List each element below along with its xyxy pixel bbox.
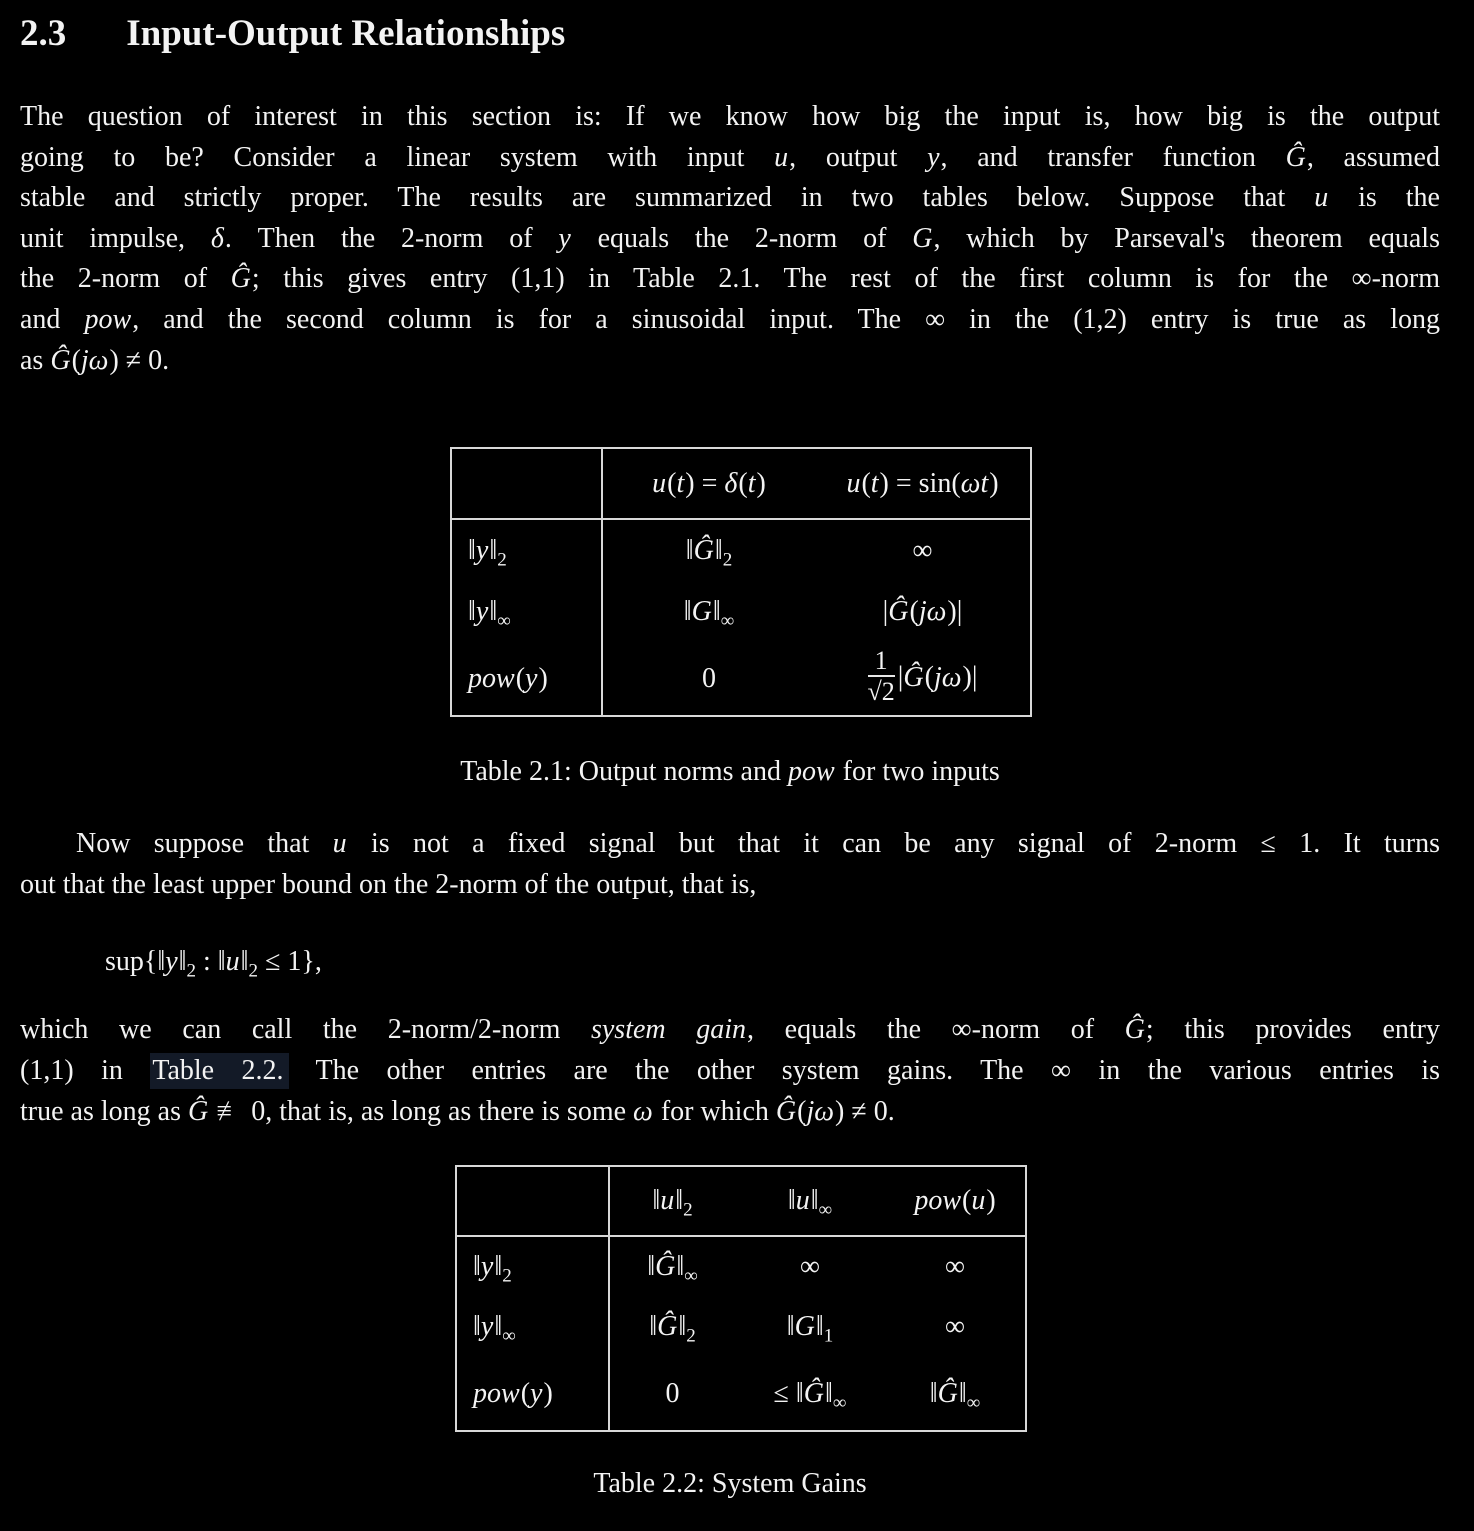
math-variable: Ĝ [230, 263, 251, 295]
text-line: Now suppose that u is not a fixed signal but that it can be any signal of 2-norm ≤ 1. It turns [76, 828, 1440, 860]
math-variable: G [691, 596, 712, 628]
page-content [0, 12, 1474, 1504]
table-cell: ≤ $‖Ĝ‖_\infty$ [773, 1378, 847, 1414]
subscript: ∞ [497, 610, 511, 632]
table-column-header: u(t) = δ(t) [602, 448, 815, 519]
math-variable: δ [210, 222, 224, 254]
math-variable: y [530, 1378, 543, 1410]
table-row [451, 519, 1031, 581]
table-cell [456, 1166, 609, 1236]
math-variable: t [676, 467, 685, 499]
text-line: unit impulse, δ. Then the 2-norm of y equals the 2-norm of G, which by Parseval's theorem equals [20, 222, 1440, 254]
table-column-header: u(t) = sin(ωt) [815, 448, 1031, 519]
table-row [451, 643, 1031, 716]
math-variable: Ĝ [803, 1378, 824, 1410]
subscript: ∞ [832, 1392, 847, 1414]
math-variable: pow [84, 303, 132, 335]
math-variable: u [774, 141, 789, 173]
table-cell: $‖Ĝ‖_\infty$ [929, 1378, 981, 1414]
subscript: ∞ [966, 1392, 981, 1414]
math-variable: t [870, 467, 879, 499]
table-cell: $‖Ĝ‖_2$ [649, 1311, 696, 1347]
table-row [451, 581, 1031, 643]
subscript: 2 [722, 549, 733, 571]
table-row-header: $‖y‖_\infty$ [456, 1296, 609, 1358]
math-variable: ω [633, 1095, 653, 1127]
math-variable: ωt [960, 467, 989, 499]
subscript: 2 [248, 961, 259, 982]
math-variable: Ĝ [937, 1378, 958, 1410]
math-variable: δ [724, 467, 738, 499]
table-cell: |Ĝ(jω)| [882, 596, 963, 628]
text-line: as Ĝ(jω) ≠ 0. [20, 344, 170, 376]
section-number: 2.3 [20, 13, 67, 54]
subscript: ∞ [502, 1325, 516, 1347]
table-row-header: $‖y‖_\infty$ [451, 581, 602, 643]
math-variable: Ĝ [888, 596, 909, 628]
math-variable: Ĝ [1124, 1014, 1145, 1046]
table-cell: ∞ [945, 1311, 965, 1343]
math-variable: Ĝ [903, 661, 924, 693]
section-title: Input-Output Relationships [126, 13, 566, 54]
math-variable: u [225, 946, 240, 978]
table-column-header: $‖u‖_2$ [609, 1166, 735, 1236]
table-2-1-caption: Table 2.1: Output norms and pow for two inputs [460, 756, 1000, 788]
math-variable: jω [806, 1095, 835, 1127]
table-column-header: pow(u) [885, 1166, 1026, 1236]
math-variable: t [747, 467, 756, 499]
table-output-norms [450, 447, 1032, 717]
table-cell [451, 448, 602, 519]
math-variable: Ĝ [657, 1311, 678, 1343]
fraction: $\frac{1}{√2}$ [867, 645, 895, 707]
math-variable: y [165, 946, 178, 978]
table-column-header: $‖u‖_\infty$ [735, 1166, 885, 1236]
subscript: 1 [823, 1325, 834, 1347]
table-cell: ∞ [945, 1250, 965, 1282]
math-variable: u [795, 1185, 810, 1217]
table-row-header: pow(y) [451, 643, 602, 716]
text-line: going to be? Consider a linear system with input u, output y, and transfer function Ĝ, assumed [20, 141, 1440, 173]
table-cell: $‖G‖_\infty$ [683, 596, 735, 632]
table-2-2-caption: Table 2.2: System Gains [593, 1468, 867, 1500]
table-system-gains [455, 1165, 1027, 1432]
math-variable: pow [914, 1185, 962, 1217]
math-variable: u [332, 828, 347, 860]
math-variable: system gain [590, 1014, 747, 1046]
math-variable: Ĝ [655, 1250, 676, 1282]
table-cell: $‖Ĝ‖_\infty$ [647, 1250, 698, 1287]
body-paragraph [20, 824, 1440, 905]
math-variable: u [652, 467, 667, 499]
math-variable: Ĝ [187, 1095, 209, 1127]
table-cell: $‖G‖_1$ [786, 1311, 834, 1347]
table-cell: $‖Ĝ‖_2$ [685, 534, 733, 571]
math-variable: pow [468, 663, 515, 695]
table-2-2-link[interactable]: Table 2.2. [150, 1053, 288, 1089]
table-cell: ∞ [800, 1250, 820, 1282]
text-line: (1,1) in Table 2.2. The other entries are the other system gains. The ∞ in the various entries is [20, 1051, 1440, 1092]
table-row-header: $‖y‖_2$ [451, 519, 602, 581]
math-variable: u [1314, 182, 1329, 214]
math-variable: y [475, 596, 489, 628]
section-heading [20, 12, 1440, 56]
table-row [456, 1236, 1026, 1296]
math-variable: Ĝ [775, 1095, 797, 1127]
body-paragraph [20, 1010, 1440, 1132]
math-variable: Ĝ [1285, 141, 1306, 173]
text-line: the 2-norm of Ĝ; this gives entry (1,1) in Table 2.1. The rest of the first column is for the ∞-norm [20, 263, 1440, 295]
subscript: ∞ [818, 1199, 833, 1221]
math-variable: y [927, 141, 940, 173]
table-row [456, 1358, 1026, 1431]
subscript: 2 [186, 961, 197, 982]
table-row [456, 1296, 1026, 1358]
math-variable: Ĝ [693, 534, 714, 566]
table-row-header: pow(y) [456, 1358, 609, 1431]
text-line: which we can call the 2-norm/2-norm system gain, equals the ∞-norm of Ĝ; this provides entry [20, 1014, 1440, 1046]
math-variable: u [846, 467, 861, 499]
math-variable: jω [918, 596, 947, 628]
math-variable: u [660, 1185, 675, 1217]
subscript: 2 [686, 1325, 696, 1347]
table-cell: 0 [665, 1378, 680, 1410]
math-variable: y [558, 222, 571, 254]
math-variable: pow [787, 756, 835, 788]
math-variable: Ĝ [50, 344, 71, 376]
intro-paragraph [20, 97, 1440, 381]
text-line: The question of interest in this section is: If we know how big the input is, how big is the output [20, 101, 1440, 132]
subscript: 2 [502, 1265, 512, 1287]
math-variable: G [794, 1311, 815, 1343]
math-variable: y [480, 1311, 494, 1343]
math-variable: y [475, 534, 489, 566]
math-variable: pow [473, 1378, 520, 1410]
text-line: true as long as Ĝ ≢ 0, that is, as long as there is some ω for which Ĝ(jω) ≠ 0. [20, 1095, 895, 1127]
subscript: ∞ [720, 610, 735, 632]
math-variable: G [912, 222, 933, 254]
text-line: out that the least upper bound on the 2-norm of the output, that is, [20, 868, 757, 900]
text-line: stable and strictly proper. The results are summarized in two tables below. Suppose that u is the [20, 182, 1440, 214]
subscript: 2 [683, 1199, 693, 1221]
math-variable: jω [80, 344, 109, 376]
math-variable: jω [933, 661, 962, 693]
math-variable: y [480, 1250, 494, 1282]
math-variable: u [971, 1185, 986, 1217]
text-line: and pow, and the second column is for a sinusoidal input. The ∞ in the (1,2) entry is true as long [20, 303, 1440, 335]
subscript: ∞ [684, 1265, 698, 1287]
sup-equation: $sup\{‖y‖_2$ : $‖u‖_2 \le 1$}, [105, 946, 322, 982]
table-cell: $\frac{1}{√2}$ |Ĝ(jω)| [867, 645, 978, 707]
table-cell: 0 [702, 663, 716, 695]
table-cell: ∞ [912, 534, 933, 566]
subscript: 2 [497, 549, 507, 571]
math-variable: y [525, 663, 538, 695]
table-row-header: $‖y‖_2$ [456, 1236, 609, 1296]
